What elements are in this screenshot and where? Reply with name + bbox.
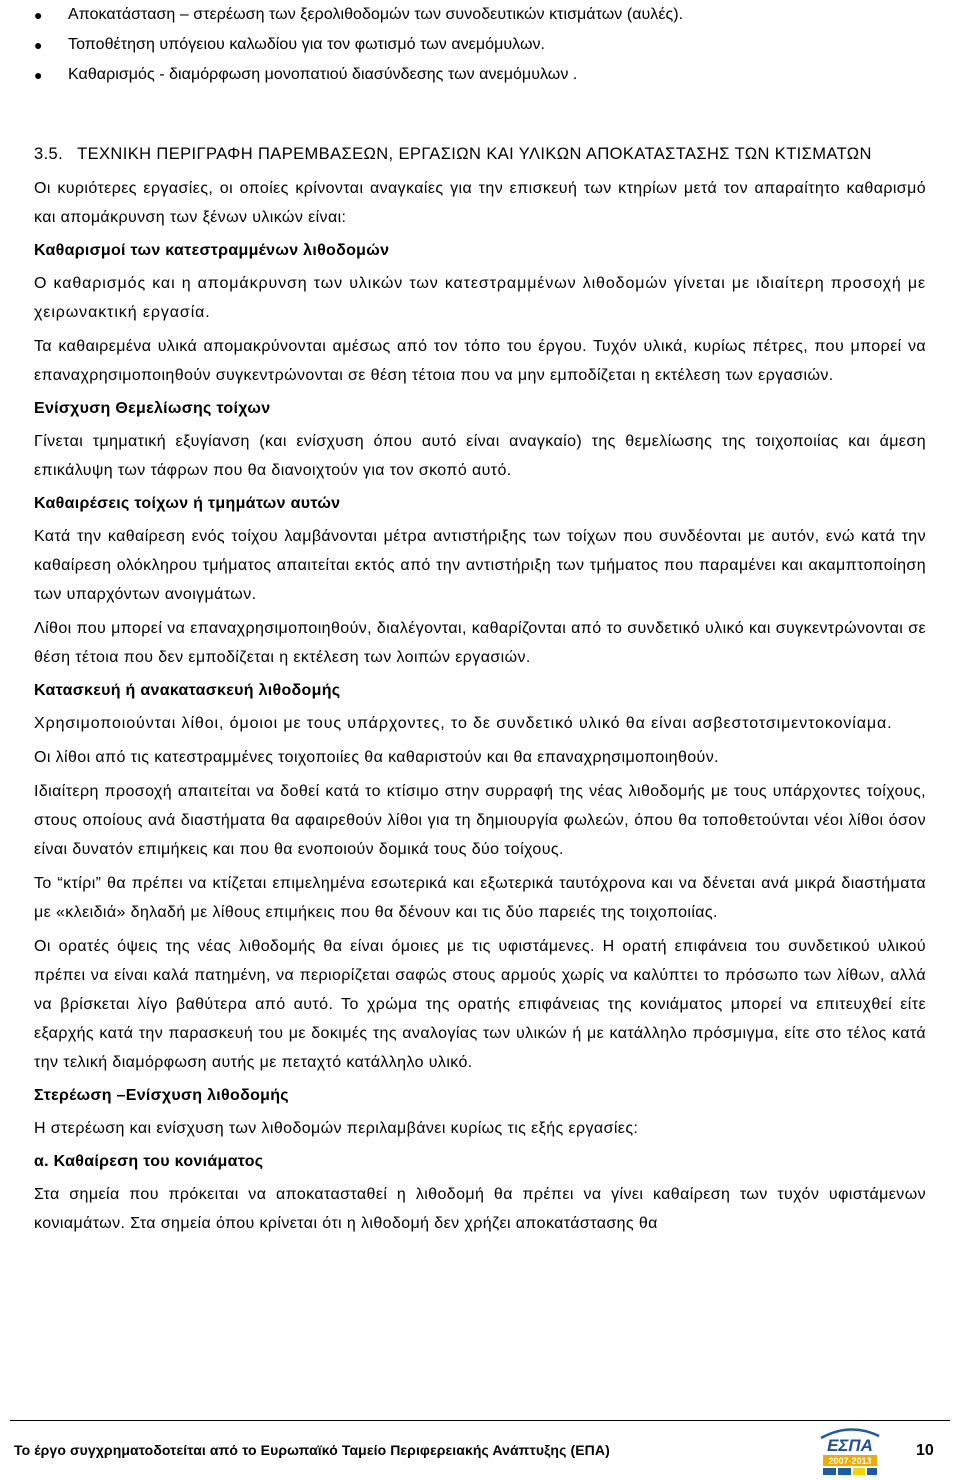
page-number: 10 <box>916 1442 934 1459</box>
paragraph: Ιδιαίτερη προσοχή απαιτείται να δοθεί κατά το κτίσιμο στην συρραφή της νέας λιθοδομής με τους υπάρχοντες τοίχους, στους οποίους ανά διαστήματα θα αφαιρεθούν λίθοι για τη δημιουργία φωλεών, όπου θα τοποθετούνται νέοι λίθοι όσον είναι δυνατόν επιμήκεις και που θα ενοποιούν δομικά τους δύο τοίχους. <box>34 783 926 858</box>
paragraph: Τα καθαιρεμένα υλικά απομακρύνονται αμέσως από τον τόπο του έργου. Τυχόν υλικά, κυρίως πέτρες, που μπορεί να επαναχρησιμοποιηθούν συγκεντρώνονται σε θέση τέτοια που να μην εμποδίζεται η εκτέλεση των εργασιών. <box>34 338 926 384</box>
section-heading <box>34 141 926 168</box>
paragraph: Χρησιμοποιούνται λίθοι, όμοιοι με τους υπάρχοντες, το δε συνδετικό υλικό θα είναι ασβεστοτσιμεντοκονίαμα. <box>34 715 893 732</box>
paragraph: Οι λίθοι από τις κατεστραμμένες τοιχοποιίες θα καθαριστούν και θα επαναχρησιμοποιηθούν. <box>34 749 719 766</box>
list-item: ● Τοποθέτηση υπόγειου καλωδίου για τον φωτισμό των ανεμόμυλων. <box>34 30 934 60</box>
subheading-demolition: Καθαιρέσεις τοίχων ή τμημάτων αυτών <box>34 495 341 512</box>
paragraph: Γίνεται τμηματική εξυγίανση (και ενίσχυση όπου αυτό είναι αναγκαίο) της θεμελίωσης της τοιχοποιίας και άμεση επικάλυψη των τάφρων που θα διανοιχτούν για τον σκοπό αυτό. <box>34 433 926 479</box>
bullet-icon: ● <box>34 7 43 23</box>
paragraph: Στα σημεία που πρόκειται να αποκατασταθεί η λιθοδομή θα πρέπει να γίνει καθαίρεση των τυχόν υφιστάμενων κονιαμάτων. Στα σημεία όπου κρίνεται ότι η λιθοδομή δεν χρήζει αποκατάστασης θα <box>34 1186 926 1232</box>
bullet-icon: ● <box>34 37 43 53</box>
page-footer <box>10 1420 950 1480</box>
document-body <box>34 141 926 1243</box>
list-item: ● Αποκατάσταση – στερέωση των ξερολιθοδομών των συνοδευτικών κτισμάτων (αυλές). <box>34 0 934 30</box>
paragraph: Η στερέωση και ενίσχυση των λιθοδομών περιλαμβάνει κυρίως τις εξής εργασίες: <box>34 1120 639 1137</box>
logo-text: ΕΣΠΑ <box>827 1436 873 1455</box>
paragraph: Οι ορατές όψεις της νέας λιθοδομής θα είναι όμοιες με τις υφιστάμενες. Η ορατή επιφάνεια του συνδετικού υλικού πρέπει να είναι καλά πατημένη, να περιορίζεται σαφώς στους αρμούς χωρίς να καλύπτει το πρόσωπο των λίθων, αλλά να βρίσκεται λίγο βαθύτερα από αυτό. Το χρώμα της ορατής επιφάνειας της κονιάματος μπορεί να επιτευχθεί είτε εξαρχής κατά την παρασκευή του με δοκιμές της αναλογίας των υλικών ή με κατάλληλο πρόσμιγμα, είτε στο τέλος κατά την τελική διαμόρφωση αυτής με πεταχτό κατάλληλο υλικό. <box>34 938 926 1071</box>
subheading-reinforcement: Στερέωση –Ενίσχυση λιθοδομής <box>34 1087 289 1104</box>
paragraph: Ο καθαρισμός και η απομάκρυνση των υλικών των κατεστραμμένων λιθοδομών γίνεται με ιδιαίτερη προσοχή με χειρωνακτική εργασία. <box>34 275 926 321</box>
subheading-construction: Κατασκευή ή ανακατασκευή λιθοδομής <box>34 682 341 699</box>
subheading-mortar-removal: α. Καθαίρεση του κονιάματος <box>34 1153 264 1170</box>
paragraph: Λίθοι που μπορεί να επαναχρησιμοποιηθούν, διαλέγονται, καθαρίζονται από το συνδετικό υλικό και συγκεντρώνονται σε θέση τέτοια που δεν εμποδίζεται η εκτέλεση των λοιπών εργασιών. <box>34 620 926 666</box>
list-item: ● Καθαρισμός - διαμόρφωση μονοπατιού διασύνδεσης των ανεμόμυλων . <box>34 60 934 90</box>
subheading-cleaning: Καθαρισμοί των κατεστραμμένων λιθοδομών <box>34 242 390 259</box>
subheading-foundation: Ενίσχυση Θεμελίωσης τοίχων <box>34 400 271 417</box>
section-title: ΤΕΧΝΙΚΗ ΠΕΡΙΓΡΑΦΗ ΠΑΡΕΜΒΑΣΕΩΝ, ΕΡΓΑΣΙΩΝ ΚΑΙ ΥΛΙΚΩΝ ΑΠΟΚΑΤΑΣΤΑΣΗΣ ΤΩΝ ΚΤΙΣΜΑΤΩΝ <box>77 145 872 163</box>
footer-text: Το έργο συγχρηματοδοτείται από το Ευρωπαϊκό Ταμείο Περιφερειακής Ανάπτυξης (ΕΠΑ) <box>14 1442 610 1458</box>
paragraph: Κατά την καθαίρεση ενός τοίχου λαμβάνονται μέτρα αντιστήριξης των τοίχων που συνδέονται με αυτόν, ενώ κατά την καθαίρεση ολόκληρου τμήματος απαιτείται εκτός από την αντιστήριξη των τμήματος που παραμένει και ακαμπτοποίηση των υπαρχόντων ανοιγμάτων. <box>34 528 926 603</box>
footer-divider <box>10 1420 950 1421</box>
section-number: 3.5. <box>34 145 64 163</box>
logo-years: 2007-2013 <box>828 1456 872 1466</box>
paragraph: Το “κτίρι” θα πρέπει να κτίζεται επιμελημένα εσωτερικά και εξωτερικά ταυτόχρονα και να δένεται ανά μικρά διαστήματα με «κλειδιά» δηλαδή με λίθους επιμήκεις που θα δένουν και τις δύο παρειές της τοιχοποιίας. <box>34 875 926 921</box>
bullet-icon: ● <box>34 67 43 83</box>
intro-paragraph: Οι κυριότερες εργασίες, οι οποίες κρίνονται αναγκαίες για την επισκευή των κτηρίων μετά τον απαραίτητο καθαρισμό και απομάκρυνση των ξένων υλικών είναι: <box>34 180 926 226</box>
espa-logo-icon <box>815 1424 885 1476</box>
